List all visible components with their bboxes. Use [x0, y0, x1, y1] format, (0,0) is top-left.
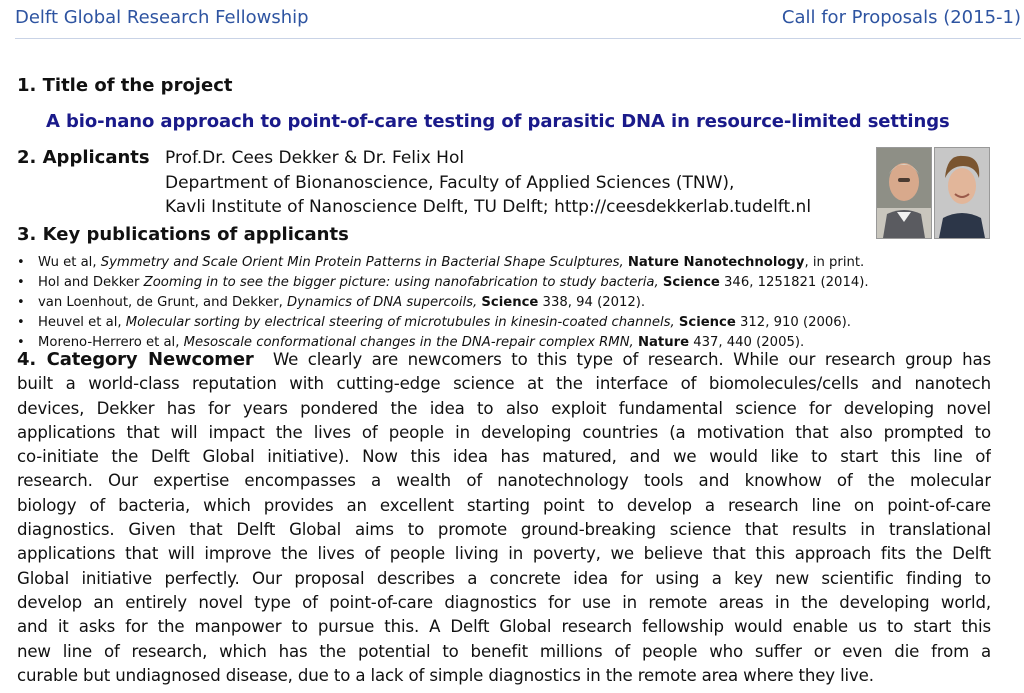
paragraph-line: devices, Dekker has for years pondered the idea to also exploit fundamental science for developing novel	[17, 398, 991, 418]
pub-details: 338, 94 (2012).	[538, 295, 646, 310]
list-item	[17, 293, 1007, 313]
pub-authors: Wu et al,	[38, 255, 101, 270]
paragraph-line: new line of research, which has the potential to benefit millions of people who suffer or even die from a	[17, 641, 991, 661]
pub-title: Molecular sorting by electrical steering of microtubules in kinesin-coated channels,	[125, 315, 679, 330]
pub-journal: Science	[678, 315, 736, 330]
bullet: •	[17, 315, 25, 330]
paragraph-line: develop an entirely novel type of point-of-care diagnostics for use in remote areas in the developing world,	[17, 592, 991, 612]
pub-title: Mesoscale conformational changes in the DNA-repair complex RMN,	[183, 335, 638, 350]
applicant-line-2: Department of Bionanoscience, Faculty of Applied Sciences (TNW),	[165, 173, 735, 193]
pub-title: Symmetry and Scale Orient Min Protein Patterns in Bacterial Shape Sculptures,	[100, 255, 628, 270]
paragraph-line: applications that will impact the lives of people in developing countries (a motivation that also prompted to	[17, 422, 991, 442]
applicant-photo-hol	[934, 147, 990, 239]
section-3-heading: 3. Key publications of applicants	[17, 224, 349, 245]
paragraph-line: Global initiative perfectly. Our proposal describes a concrete idea for using a key new scientific finding to	[17, 568, 991, 588]
bullet: •	[17, 255, 25, 270]
paragraph-line: We clearly are newcomers to this type of research. While our research group has	[272, 350, 991, 369]
applicant-photo-dekker	[876, 147, 932, 239]
pub-journal: Nature	[637, 335, 690, 350]
list-item	[17, 273, 1007, 293]
header-rule	[15, 38, 1021, 39]
pub-journal: Nature Nanotechnology	[627, 255, 805, 270]
pub-authors: Moreno-Herrero et al,	[38, 335, 184, 350]
applicant-line-3: Kavli Institute of Nanoscience Delft, TU Delft; http://ceesdekkerlab.tudelft.nl	[165, 197, 812, 217]
pub-journal: Science	[481, 295, 539, 310]
paragraph-line: diagnostics. Given that Delft Global aims to promote ground-breaking science that results in translational	[17, 520, 991, 540]
pub-details: 312, 910 (2006).	[735, 315, 851, 330]
list-item	[17, 253, 1007, 273]
paragraph-line: built a world-class reputation with cutting-edge science at the interface of biomolecules/cells and nanotech	[17, 374, 991, 394]
paragraph-line: research. Our expertise encompasses a wealth of nanotechnology tools and knowhow of the molecular	[17, 471, 991, 491]
applicant-line-1: Prof.Dr. Cees Dekker & Dr. Felix Hol	[165, 148, 465, 168]
paragraph-line: biology of bacteria, which provides an excellent starting point to develop a research line on point-of-care	[17, 495, 991, 515]
section-2-heading: 2. Applicants	[17, 147, 150, 168]
pub-details: 437, 440 (2005).	[689, 335, 805, 350]
publication-list	[17, 253, 1007, 353]
paragraph-line: co-initiate the Delft Global initiative). Now this idea has matured, and we would like to start this line of	[17, 447, 991, 467]
pub-details: 346, 1251821 (2014).	[719, 275, 869, 290]
list-item	[17, 313, 1007, 333]
bullet: •	[17, 275, 25, 290]
bullet: •	[17, 295, 25, 310]
paragraph-line: and it asks for the manpower to pursue this. A Delft Global research fellowship would enable us to start this	[17, 617, 991, 637]
pub-authors: Heuvel et al,	[38, 315, 126, 330]
pub-authors: Hol and Dekker	[38, 275, 144, 290]
bullet: •	[17, 335, 25, 350]
pub-title: Dynamics of DNA supercoils,	[287, 295, 482, 310]
header-left: Delft Global Research Fellowship	[15, 7, 309, 28]
pub-title: Zooming in to see the bigger picture: using nanofabrication to study bacteria,	[143, 275, 663, 290]
pub-authors: van Loenhout, de Grunt, and Dekker,	[38, 295, 288, 310]
category-newcomer-paragraph	[17, 348, 991, 688]
header-right: Call for Proposals (2015-1)	[781, 7, 1021, 28]
project-title: A bio-nano approach to point-of-care testing of parasitic DNA in resource-limited settings	[46, 111, 950, 132]
paragraph-line: curable but undiagnosed disease, due to a lack of simple diagnostics in the remote area where they live.	[17, 665, 874, 685]
section-1-heading: 1. Title of the project	[17, 75, 233, 96]
pub-details: , in print.	[804, 255, 865, 270]
section-4-heading: 4. Category Newcomer	[17, 349, 254, 370]
pub-journal: Science	[662, 275, 720, 290]
paragraph-line: applications that will improve the lives of people living in poverty, we believe that this approach fits the Delft	[17, 544, 991, 564]
